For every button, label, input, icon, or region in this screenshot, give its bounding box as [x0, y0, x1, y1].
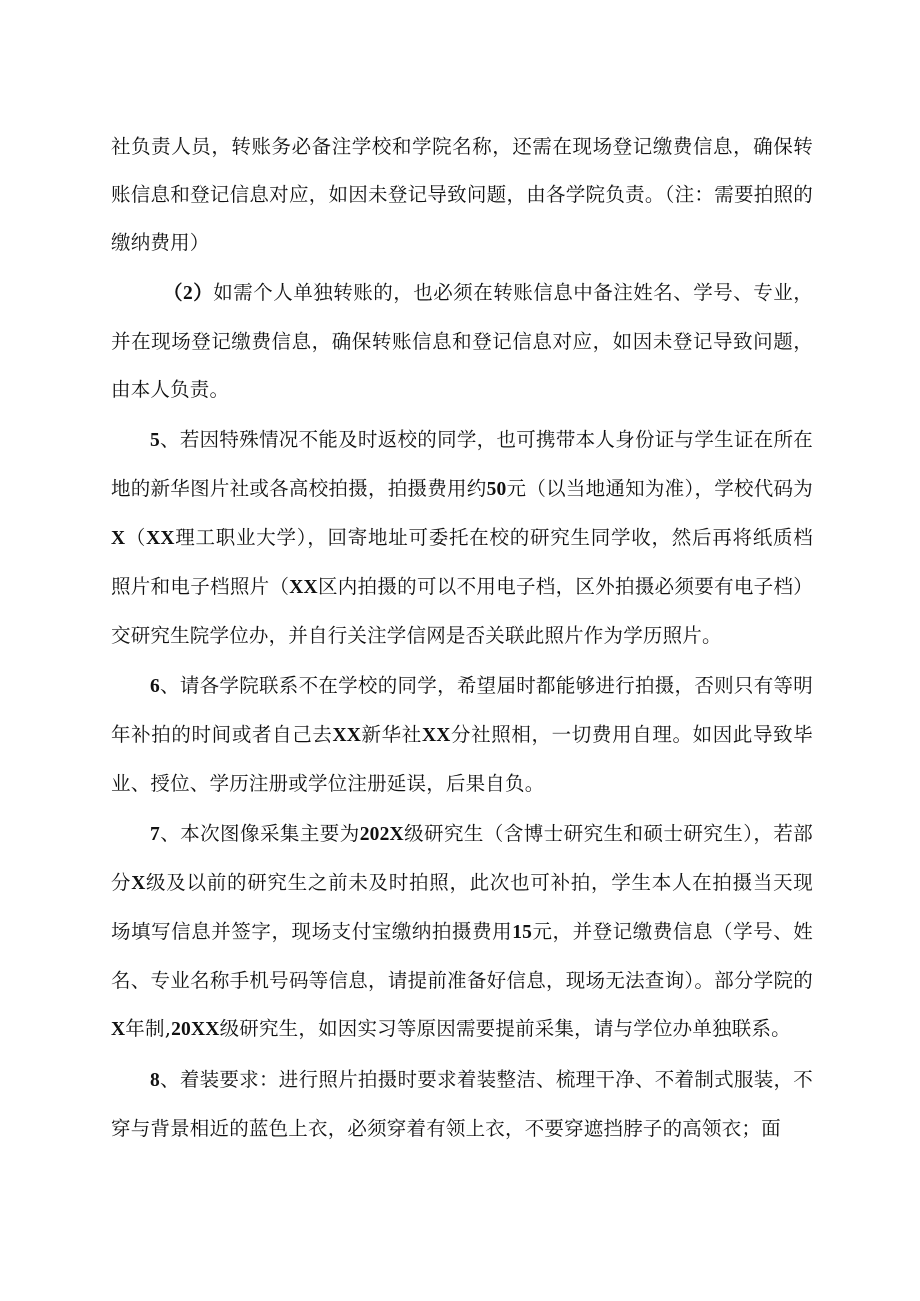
text-run: 、着装要求：进行照片拍摄时要求着装整洁、梳理干净、不着制式服装，不穿与背景相近的蓝色上衣，必须穿着有领上衣，不要穿遮挡脖子的高领衣；面 [111, 1068, 813, 1140]
text-run: 、若因特殊情况不能及时返校的同学，也可携带本人身份证与学生证在所在地的新华图片社或各高校拍摄，拍摄费用约 [111, 428, 813, 500]
bold-run: 8 [150, 1070, 160, 1091]
paragraph-item-2-individual-transfer [111, 269, 813, 414]
bold-run: X [111, 528, 126, 549]
text-run: 分社照相，一切费用自理。如因此导致毕业、授位、学历注册或学位注册延误，后果自负。 [111, 723, 813, 795]
bold-run: XX [332, 725, 362, 746]
text-run: 区内拍摄的可以不用电子档，区外拍摄必须要有电子档）交研究生院学位办，并自行关注学信网是否关联此照片作为学历照片。 [111, 575, 813, 647]
bold-run: 6 [150, 676, 160, 697]
text-run: 、本次图像采集主要为 [159, 822, 360, 845]
bold-run: 20XX [171, 1019, 220, 1040]
paragraph-item-7-collection-scope [111, 810, 813, 1054]
bold-run: X [131, 873, 146, 894]
text-run: 年制, [125, 1017, 172, 1040]
paragraph-item-8-dress-code [111, 1056, 813, 1153]
text-run: 级研究生（含博士研究生和硕士研究生），若部分 [111, 822, 813, 894]
bold-run: 15 [512, 922, 533, 943]
bold-run: 7 [150, 824, 160, 845]
text-run: 新华社 [361, 723, 422, 746]
paragraph-payment-note [111, 123, 813, 267]
bold-run: X [111, 1019, 126, 1040]
text-run: 如需个人单独转账的，也必须在转账信息中备注姓名、学号、专业，并在现场登记缴费信息，确保转账信息和登记信息对应，如因未登记导致问题，由本人负责。 [111, 281, 813, 401]
paragraph-item-5-offsite-photo [111, 416, 813, 660]
bold-run: XX [146, 528, 175, 549]
text-run: 级研究生，如因实习等原因需要提前采集，请与学位办单独联系。 [219, 1017, 791, 1040]
bold-run: 202X [359, 824, 404, 845]
text-run: 、请各学院联系不在学校的同学，希望届时都能够进行拍摄，否则只有等明年补拍的时间或者自己去 [111, 674, 813, 746]
bold-run: （2） [163, 283, 214, 304]
bold-run: XX [289, 577, 318, 598]
bold-run: 5 [150, 430, 160, 451]
text-run: 级及以前的研究生之前未及时拍照，此次也可补拍，学生本人在拍摄当天现场填写信息并签字，现场支付宝缴纳拍摄费用 [111, 871, 813, 943]
text-run: 社负责人员，转账务必备注学校和学院名称，还需在现场登记缴费信息，确保转账信息和登记信息对应，如因未登记导致问题，由各学院负责。（注：需要拍照的缴纳费用） [111, 135, 813, 254]
text-run: 元（以当地通知为准），学校代码为 [506, 477, 813, 500]
bold-run: XX [421, 725, 451, 746]
bold-run: 50 [486, 479, 507, 500]
paragraph-item-6-absent-students [111, 662, 813, 808]
text-run: 元，并登记缴费信息（学号、姓名、专业名称手机号码等信息，请提前准备好信息，现场无法查询）。部分学院的 [111, 920, 813, 992]
text-run: （ [125, 526, 147, 549]
text-run: 理工职业大学），回寄地址可委托在校的研究生同学收，然后再将纸质档照片和电子档照片（ [111, 526, 813, 598]
